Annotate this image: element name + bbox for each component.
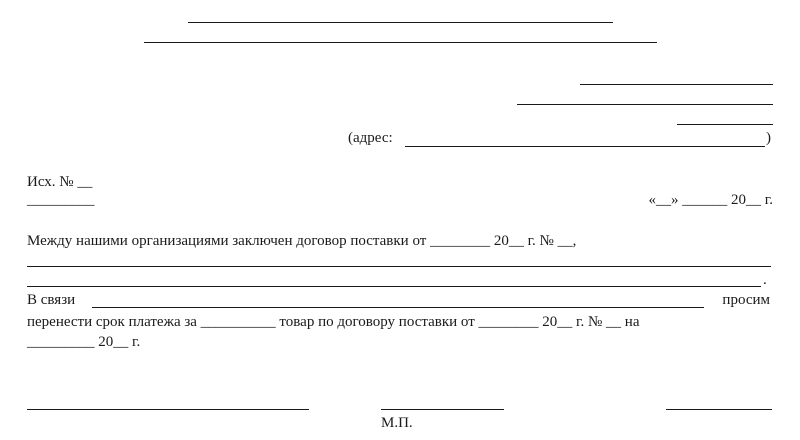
stamp-label: М.П. [381,415,413,431]
header-blank-line-1 [188,22,613,23]
address-label: (адрес: [348,130,397,146]
body-line-2-period: . [763,272,767,288]
signature-position-line [27,409,309,410]
body-blank-line-2 [27,266,771,267]
signature-name-line [666,409,772,410]
signature-line [381,409,504,410]
body-line-3-start: В связи [27,292,76,308]
header-blank-line-2 [144,42,657,43]
recipient-blank-line-3 [677,124,773,125]
outgoing-ref-line: _________ [27,192,95,208]
body-line-1: Между нашими организациями заключен договор поставки от ________ 20__ г. № __, [27,233,577,249]
body-line-3-end: просим [722,292,770,308]
body-blank-line-3 [27,286,761,287]
body-line-4: перенести срок платежа за __________ товар по договору поставки от ________ 20__ г. № __ на [27,314,640,330]
body-line-5: _________ 20__ г. [27,334,141,350]
recipient-blank-line-2 [517,104,773,105]
recipient-blank-line-1 [580,84,773,85]
outgoing-ref-label: Исх. № __ [27,174,93,190]
body-blank-line-reason [92,307,704,308]
letter-date: «__» ______ 20__ г. [648,192,773,208]
address-blank-line [405,146,765,147]
address-close-paren: ) [766,130,771,146]
